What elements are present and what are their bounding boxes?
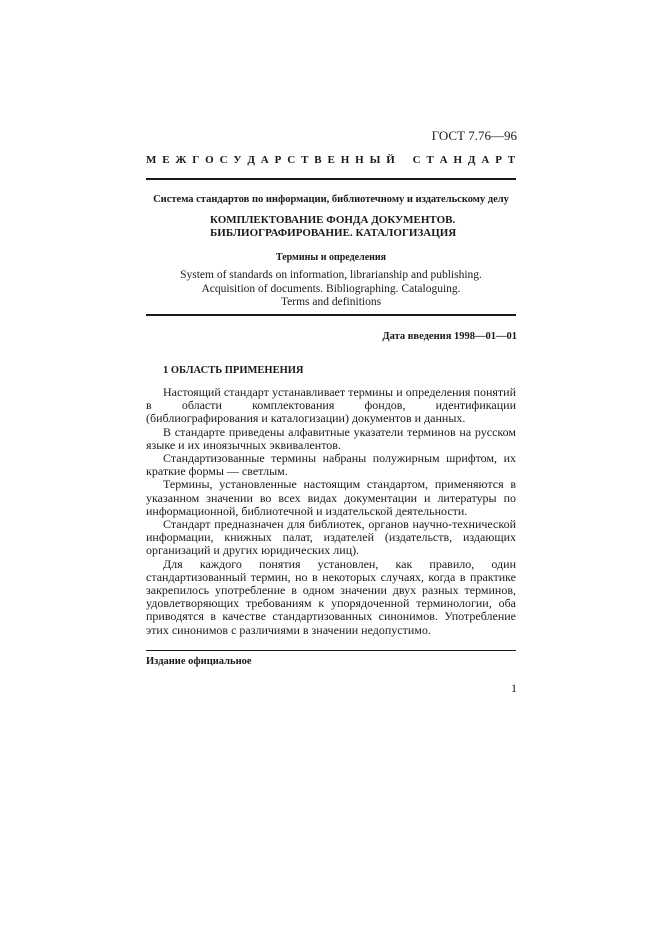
main-title-line-2: БИБЛИОГРАФИРОВАНИЕ. КАТАЛОГИЗАЦИЯ [210, 227, 457, 239]
banner-letter: М [146, 154, 157, 166]
banner-letter: Р [274, 154, 282, 166]
banner-letter: С [287, 154, 296, 166]
banner-letter: А [439, 154, 449, 166]
footer-rule [146, 650, 516, 651]
banner-letter: Р [495, 154, 503, 166]
banner-letter: Д [247, 154, 256, 166]
top-rule [146, 178, 516, 180]
interstate-standard-banner [146, 154, 516, 166]
banner-letter: Ж [175, 154, 187, 166]
main-title [210, 214, 456, 240]
banner-letter: Т [301, 154, 309, 166]
paragraph: Стандарт предназначен для библиотек, органов научно-технической информации, книжных палат, издателей (издательств, издающих организаций и других юридических лиц). [146, 517, 516, 558]
banner-letter: Е [327, 154, 336, 166]
banner-letter: Ы [369, 154, 381, 166]
banner-letter: А [481, 154, 490, 166]
banner-letter: А [260, 154, 270, 166]
banner-letter: Г [192, 154, 200, 166]
section-body [146, 386, 516, 637]
paragraph: Стандартизованные термины набраны полужирным шрифтом, их краткие формы — светлым. [146, 451, 516, 479]
paragraph: В стандарте приведены алфавитные указатели терминов на русском языке и их иноязычных эквивалентов. [146, 424, 516, 452]
banner-letter: Е [162, 154, 171, 166]
edition-label: Издание официальное [146, 656, 252, 667]
english-title-line-2: Acquisition of documents. Bibliographing. Cataloguing. [201, 282, 461, 295]
paragraph: Для каждого понятия установлен, как правило, один стандартизованный термин, но в некоторых случаях, когда в практике закрепилось употребление в одном значении двух разных терминов, удовлетворяющих требованиям к упорядоченной терминологии, оба приводятся в качестве стандартизованных синонимов. Употребление этих синонимов с различиями в значении недопустимо. [146, 556, 516, 637]
banner-letter [401, 154, 408, 166]
subtitle: Термины и определения [275, 252, 387, 263]
introduction-date: Дата введения 1998—01—01 [382, 331, 517, 342]
banner-letter: Н [340, 154, 350, 166]
system-title: Система стандартов по информации, библиотечному и издательскому делу [153, 194, 509, 205]
banner-letter: Н [453, 154, 463, 166]
english-title [146, 269, 516, 310]
main-title-line-1: КОМПЛЕКТОВАНИЕ ФОНДА ДОКУМЕНТОВ. [210, 214, 456, 226]
banner-letter: В [314, 154, 323, 166]
banner-letter: Д [467, 154, 476, 166]
banner-letter: Т [507, 154, 516, 166]
page-number: 1 [511, 681, 517, 695]
paragraph: Термины, установленные настоящим стандартом, применяются в указанном значении во всех видах документации и литературы по информационной, библиотечной и издательской деятельности. [146, 477, 516, 518]
banner-letter: О [205, 154, 215, 166]
banner-letter: С [412, 154, 422, 166]
document-code: ГОСТ 7.76—96 [431, 128, 517, 143]
english-title-line-1: System of standards on information, librarianship and publishing. [180, 269, 482, 281]
title-bottom-rule [146, 314, 516, 316]
banner-letter: С [219, 154, 229, 166]
banner-letter: Н [355, 154, 365, 166]
banner-letter: Т [426, 154, 435, 166]
paragraph: Настоящий стандарт устанавливает термины и определения понятий в области комплектования фондов, идентификации (библиографирования и каталогизации) документов и данных. [146, 385, 516, 426]
english-title-line-3: Terms and definitions [280, 296, 382, 308]
banner-letter: Й [386, 154, 396, 166]
banner-letter: У [233, 154, 242, 166]
section-heading: 1 ОБЛАСТЬ ПРИМЕНЕНИЯ [163, 365, 304, 376]
